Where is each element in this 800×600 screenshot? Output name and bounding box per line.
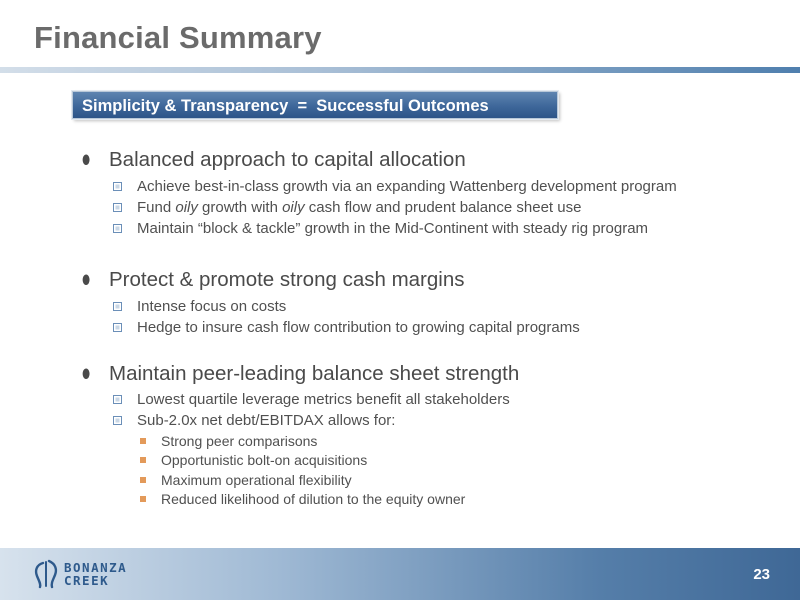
drop-bullet-icon: ⬮: [82, 152, 91, 167]
level2-bullet: [82, 410, 519, 431]
level2-bullet: [82, 176, 677, 197]
logo-line1: BONANZA: [64, 560, 128, 575]
level3-bullet: [82, 451, 519, 471]
bullet-text: Maintain “block & tackle” growth in the Mid-Continent with steady rig program: [137, 220, 649, 237]
bullet-text: Maximum operational flexibility: [161, 471, 352, 488]
level2-bullet: [82, 197, 677, 218]
bullet-text: Intense focus on costs: [137, 298, 287, 315]
square-bullet-icon: [113, 182, 122, 191]
bullet-text: Hedge to insure cash flow contribution to growing capital programs: [137, 319, 580, 336]
square-bullet-icon: [113, 395, 122, 404]
bullet-text: Fund oily growth with oily cash flow and prudent balance sheet use: [137, 199, 582, 216]
square-bullet-icon: [113, 224, 122, 233]
bullet-heading: Balanced approach to capital allocation: [109, 148, 466, 171]
page-number: 23: [753, 566, 770, 583]
level1-bullet: [82, 267, 580, 293]
company-logo: [34, 559, 127, 589]
small-square-bullet-icon: [140, 496, 146, 502]
section-capital-allocation: [82, 147, 677, 239]
bullet-text: Sub-2.0x net debt/EBITDAX allows for:: [137, 412, 396, 429]
tagline-banner: Simplicity & Transparency = Successful Outcomes: [72, 91, 558, 119]
square-bullet-icon: [113, 203, 122, 212]
slide-title: Financial Summary: [34, 20, 322, 55]
bullet-text: Strong peer comparisons: [161, 432, 318, 449]
section-balance-sheet: [82, 361, 519, 509]
level1-bullet: [82, 361, 519, 387]
drop-bullet-icon: ⬮: [82, 366, 91, 381]
level2-bullet: [82, 389, 519, 410]
level2-bullet: [82, 296, 580, 317]
section-cash-margins: [82, 267, 580, 338]
square-bullet-icon: [113, 323, 122, 332]
small-square-bullet-icon: [140, 438, 146, 444]
bullet-heading: Protect & promote strong cash margins: [109, 268, 465, 291]
bullet-text: Lowest quartile leverage metrics benefit all stakeholders: [137, 391, 510, 408]
level3-bullet: [82, 490, 519, 510]
small-square-bullet-icon: [140, 477, 146, 483]
level2-bullet: [82, 218, 677, 239]
bullet-text: Achieve best-in-class growth via an expanding Wattenberg development program: [137, 178, 677, 195]
bullet-text: Opportunistic bolt-on acquisitions: [161, 452, 368, 469]
drop-bullet-icon: ⬮: [82, 272, 91, 287]
bullet-heading: Maintain peer-leading balance sheet strength: [109, 362, 520, 385]
header-divider: [0, 67, 800, 73]
level3-bullet: [82, 470, 519, 490]
small-square-bullet-icon: [140, 457, 146, 463]
bullet-text: Reduced likelihood of dilution to the equity owner: [161, 491, 466, 508]
level3-bullet: [82, 431, 519, 451]
level2-bullet: [82, 317, 580, 338]
level1-bullet: [82, 147, 677, 173]
square-bullet-icon: [113, 302, 122, 311]
logo-line2: CREEK: [64, 573, 110, 588]
square-bullet-icon: [113, 416, 122, 425]
bonanza-creek-logo-icon: [34, 559, 58, 589]
